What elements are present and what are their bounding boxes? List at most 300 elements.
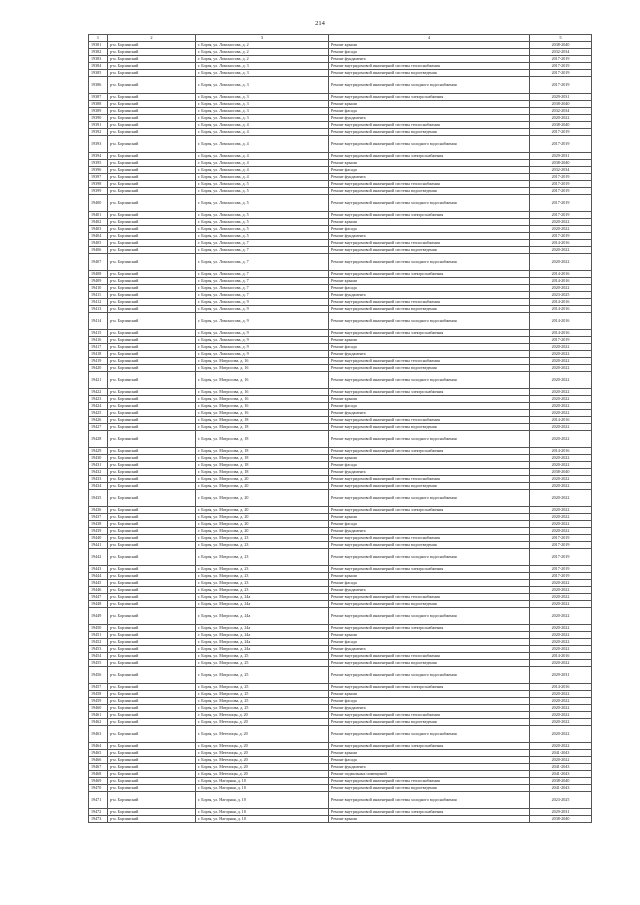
row-number: 19402 xyxy=(89,219,108,226)
district-cell: р-н. Борзинский xyxy=(108,448,196,455)
row-number: 19410 xyxy=(89,285,108,292)
table-row xyxy=(89,507,592,514)
district-cell: р-н. Борзинский xyxy=(108,514,196,521)
address-cell: г. Борзя, ул. Ломоносова, д. 7 xyxy=(196,240,329,247)
address-cell: г. Борзя, ул. Ломоносова, д. 9 xyxy=(196,344,329,351)
page-number: 214 xyxy=(315,20,325,27)
period-cell: 2032-2034 xyxy=(530,49,592,56)
row-number: 19406 xyxy=(89,247,108,254)
table-row xyxy=(89,389,592,396)
table-row xyxy=(89,521,592,528)
column-header-number: 1 xyxy=(89,35,108,42)
district-cell: р-н. Борзинский xyxy=(108,122,196,129)
address-cell: г. Борзя, ул. Нагорная, д. 10 xyxy=(196,792,329,809)
period-cell: 2020-2022 xyxy=(530,514,592,521)
table-row xyxy=(89,448,592,455)
address-cell: г. Борзя, ул. Матросова, д. 20 xyxy=(196,528,329,535)
row-number: 19447 xyxy=(89,594,108,601)
district-cell: р-н. Борзинский xyxy=(108,306,196,313)
table-row xyxy=(89,483,592,490)
period-cell: 2041-2043 xyxy=(530,750,592,757)
table-row xyxy=(89,705,592,712)
address-cell: г. Борзя, ул. Матросова, д. 23 xyxy=(196,566,329,573)
row-number: 19428 xyxy=(89,431,108,448)
work-type-cell: Ремонт внутридомовой инженерной системы холодного водоснабжения xyxy=(329,77,530,94)
period-cell: 2020-2022 xyxy=(530,601,592,608)
row-number: 19433 xyxy=(89,476,108,483)
table-row xyxy=(89,566,592,573)
period-cell: 2020-2022 xyxy=(530,455,592,462)
row-number: 19435 xyxy=(89,490,108,507)
work-type-cell: Ремонт внутридомовой инженерной системы теплоснабжения xyxy=(329,63,530,70)
work-type-cell: Ремонт внутридомовой инженерной системы водоотведения xyxy=(329,129,530,136)
period-cell: 2017-2019 xyxy=(530,181,592,188)
address-cell: г. Борзя, ул. Ломоносова, д. 7 xyxy=(196,285,329,292)
period-cell: 2017-2019 xyxy=(530,63,592,70)
district-cell: р-н. Борзинский xyxy=(108,639,196,646)
address-cell: г. Борзя, ул. Матросова, д. 20 xyxy=(196,476,329,483)
period-cell: 2020-2022 xyxy=(530,410,592,417)
address-cell: г. Борзя, ул. Метелицы, д. 20 xyxy=(196,757,329,764)
work-type-cell: Ремонт внутридомовой инженерной системы холодного водоснабжения xyxy=(329,372,530,389)
district-cell: р-н. Борзинский xyxy=(108,625,196,632)
period-cell: 2020-2022 xyxy=(530,528,592,535)
district-cell: р-н. Борзинский xyxy=(108,254,196,271)
address-cell: г. Борзя, ул. Ломоносова, д. 3 xyxy=(196,115,329,122)
work-type-cell: Ремонт крыши xyxy=(329,816,530,823)
table-row xyxy=(89,181,592,188)
address-cell: г. Борзя, ул. Матросова, д. 18 xyxy=(196,455,329,462)
period-cell: 2020-2022 xyxy=(530,115,592,122)
row-number: 19389 xyxy=(89,108,108,115)
row-number: 19422 xyxy=(89,389,108,396)
table-row xyxy=(89,785,592,792)
work-type-cell: Ремонт внутридомовой инженерной системы электроснабжения xyxy=(329,389,530,396)
row-number: 19412 xyxy=(89,299,108,306)
work-type-cell: Ремонт внутридомовой инженерной системы теплоснабжения xyxy=(329,122,530,129)
district-cell: р-н. Борзинский xyxy=(108,507,196,514)
period-cell: 2017-2019 xyxy=(530,542,592,549)
row-number: 19472 xyxy=(89,809,108,816)
table-row xyxy=(89,587,592,594)
table-row xyxy=(89,535,592,542)
row-number: 19461 xyxy=(89,712,108,719)
period-cell: 2020-2022 xyxy=(530,431,592,448)
work-type-cell: Ремонт крыши xyxy=(329,632,530,639)
address-cell: г. Борзя, ул. Ломоносова, д. 3 xyxy=(196,63,329,70)
row-number: 19467 xyxy=(89,764,108,771)
period-cell: 2014-2016 xyxy=(530,448,592,455)
table-row xyxy=(89,292,592,299)
address-cell: г. Борзя, ул. Нагорная, д. 10 xyxy=(196,785,329,792)
period-cell: 2017-2019 xyxy=(530,56,592,63)
work-type-cell: Ремонт фундамента xyxy=(329,233,530,240)
row-number: 19385 xyxy=(89,70,108,77)
row-number: 19393 xyxy=(89,136,108,153)
address-cell: г. Борзя, ул. Матросова, д. 24а xyxy=(196,646,329,653)
district-cell: р-н. Борзинский xyxy=(108,535,196,542)
work-type-cell: Ремонт внутридомовой инженерной системы теплоснабжения xyxy=(329,712,530,719)
table-row xyxy=(89,476,592,483)
period-cell: 2014-2016 xyxy=(530,240,592,247)
address-cell: г. Борзя, ул. Матросова, д. 24а xyxy=(196,601,329,608)
district-cell: р-н. Борзинский xyxy=(108,483,196,490)
period-cell: 2020-2022 xyxy=(530,712,592,719)
capital-repair-register-table xyxy=(88,34,592,823)
work-type-cell: Ремонт внутридомовой инженерной системы холодного водоснабжения xyxy=(329,608,530,625)
district-cell: р-н. Борзинский xyxy=(108,549,196,566)
table-row xyxy=(89,306,592,313)
period-cell: 2017-2019 xyxy=(530,566,592,573)
work-type-cell: Ремонт внутридомовой инженерной системы теплоснабжения xyxy=(329,181,530,188)
row-number: 19441 xyxy=(89,542,108,549)
district-cell: р-н. Борзинский xyxy=(108,417,196,424)
work-type-cell: Ремонт фундамента xyxy=(329,351,530,358)
period-cell: 2020-2022 xyxy=(530,660,592,667)
table-row xyxy=(89,601,592,608)
address-cell: г. Борзя, ул. Ломоносова, д. 4 xyxy=(196,129,329,136)
work-type-cell: Ремонт внутридомовой инженерной системы холодного водоснабжения xyxy=(329,136,530,153)
district-cell: р-н. Борзинский xyxy=(108,476,196,483)
row-number: 19458 xyxy=(89,691,108,698)
work-type-cell: Ремонт фундамента xyxy=(329,410,530,417)
work-type-cell: Ремонт крыши xyxy=(329,160,530,167)
work-type-cell: Ремонт внутридомовой инженерной системы электроснабжения xyxy=(329,271,530,278)
table-row xyxy=(89,77,592,94)
period-cell: 2020-2022 xyxy=(530,594,592,601)
table-row xyxy=(89,56,592,63)
address-cell: г. Борзя, ул. Метелицы, д. 20 xyxy=(196,726,329,743)
work-type-cell: Ремонт крыши xyxy=(329,691,530,698)
district-cell: р-н. Борзинский xyxy=(108,778,196,785)
address-cell: г. Борзя, ул. Матросова, д. 23 xyxy=(196,535,329,542)
address-cell: г. Борзя, ул. Метелицы, д. 20 xyxy=(196,771,329,778)
district-cell: р-н. Борзинский xyxy=(108,698,196,705)
work-type-cell: Ремонт фундамента xyxy=(329,587,530,594)
address-cell: г. Борзя, ул. Нагорная, д. 10 xyxy=(196,816,329,823)
period-cell: 2020-2022 xyxy=(530,351,592,358)
work-type-cell: Ремонт внутридомовой инженерной системы водоотведения xyxy=(329,188,530,195)
district-cell: р-н. Борзинский xyxy=(108,691,196,698)
column-header-address: 3 xyxy=(196,35,329,42)
row-number: 19464 xyxy=(89,743,108,750)
row-number: 19471 xyxy=(89,792,108,809)
work-type-cell: Ремонт фундамента xyxy=(329,469,530,476)
work-type-cell: Ремонт крыши xyxy=(329,514,530,521)
period-cell: 2020-2022 xyxy=(530,403,592,410)
address-cell: г. Борзя, ул. Ломоносова, д. 2 xyxy=(196,49,329,56)
district-cell: р-н. Борзинский xyxy=(108,115,196,122)
district-cell: р-н. Борзинский xyxy=(108,278,196,285)
district-cell: р-н. Борзинский xyxy=(108,566,196,573)
address-cell: г. Борзя, ул. Ломоносова, д. 3 xyxy=(196,108,329,115)
row-number: 19387 xyxy=(89,94,108,101)
district-cell: р-н. Борзинский xyxy=(108,771,196,778)
address-cell: г. Борзя, ул. Метелицы, д. 20 xyxy=(196,719,329,726)
period-cell: 2017-2019 xyxy=(530,77,592,94)
work-type-cell: Ремонт фасада xyxy=(329,49,530,56)
address-cell: г. Борзя, ул. Ломоносова, д. 3 xyxy=(196,94,329,101)
row-number: 19414 xyxy=(89,313,108,330)
address-cell: г. Борзя, ул. Ломоносова, д. 3 xyxy=(196,70,329,77)
address-cell: г. Борзя, ул. Ломоносова, д. 4 xyxy=(196,122,329,129)
period-cell: 2014-2016 xyxy=(530,278,592,285)
table-row xyxy=(89,49,592,56)
table-row xyxy=(89,94,592,101)
district-cell: р-н. Борзинский xyxy=(108,42,196,49)
work-type-cell: Ремонт фундамента xyxy=(329,646,530,653)
district-cell: р-н. Борзинский xyxy=(108,167,196,174)
row-number: 19417 xyxy=(89,344,108,351)
period-cell: 2020-2022 xyxy=(530,490,592,507)
table-row xyxy=(89,684,592,691)
row-number: 19430 xyxy=(89,455,108,462)
table-row xyxy=(89,219,592,226)
row-number: 19468 xyxy=(89,771,108,778)
work-type-cell: Ремонт внутридомовой инженерной системы холодного водоснабжения xyxy=(329,313,530,330)
address-cell: г. Борзя, ул. Матросова, д. 23 xyxy=(196,587,329,594)
table-row xyxy=(89,247,592,254)
address-cell: г. Борзя, ул. Матросова, д. 20 xyxy=(196,514,329,521)
address-cell: г. Борзя, ул. Матросова, д. 18 xyxy=(196,417,329,424)
table-row xyxy=(89,594,592,601)
period-cell: 2020-2022 xyxy=(530,372,592,389)
table-row xyxy=(89,431,592,448)
district-cell: р-н. Борзинский xyxy=(108,344,196,351)
address-cell: г. Борзя, ул. Ломоносова, д. 9 xyxy=(196,313,329,330)
row-number: 19460 xyxy=(89,705,108,712)
address-cell: г. Борзя, ул. Ломоносова, д. 4 xyxy=(196,153,329,160)
table-row xyxy=(89,372,592,389)
table-row xyxy=(89,365,592,372)
table-row xyxy=(89,313,592,330)
period-cell: 2017-2019 xyxy=(530,337,592,344)
district-cell: р-н. Борзинский xyxy=(108,587,196,594)
address-cell: г. Борзя, ул. Ломоносова, д. 5 xyxy=(196,226,329,233)
row-number: 19424 xyxy=(89,403,108,410)
address-cell: г. Борзя, ул. Ломоносова, д. 7 xyxy=(196,247,329,254)
work-type-cell: Ремонт фасада xyxy=(329,639,530,646)
period-cell: 2020-2022 xyxy=(530,691,592,698)
period-cell: 2020-2022 xyxy=(530,344,592,351)
table-row xyxy=(89,816,592,823)
period-cell: 2032-2034 xyxy=(530,108,592,115)
address-cell: г. Борзя, ул. Ломоносова, д. 4 xyxy=(196,167,329,174)
period-cell: 2020-2022 xyxy=(530,507,592,514)
work-type-cell: Ремонт внутридомовой инженерной системы водоотведения xyxy=(329,424,530,431)
period-cell: 2041-2043 xyxy=(530,785,592,792)
work-type-cell: Ремонт крыши xyxy=(329,455,530,462)
row-number: 19431 xyxy=(89,462,108,469)
period-cell: 2032-2034 xyxy=(530,167,592,174)
table-row xyxy=(89,136,592,153)
district-cell: р-н. Борзинский xyxy=(108,490,196,507)
table-row xyxy=(89,691,592,698)
address-cell: г. Борзя, ул. Матросова, д. 25 xyxy=(196,705,329,712)
district-cell: р-н. Борзинский xyxy=(108,403,196,410)
work-type-cell: Ремонт внутридомовой инженерной системы водоотведения xyxy=(329,365,530,372)
district-cell: р-н. Борзинский xyxy=(108,594,196,601)
period-cell: 2014-2016 xyxy=(530,684,592,691)
district-cell: р-н. Борзинский xyxy=(108,358,196,365)
address-cell: г. Борзя, ул. Матросова, д. 18 xyxy=(196,469,329,476)
work-type-cell: Ремонт внутридомовой инженерной системы теплоснабжения xyxy=(329,778,530,785)
row-number: 19434 xyxy=(89,483,108,490)
table-row xyxy=(89,778,592,785)
work-type-cell: Ремонт внутридомовой инженерной системы электроснабжения xyxy=(329,212,530,219)
table-row xyxy=(89,469,592,476)
row-number: 19398 xyxy=(89,181,108,188)
period-cell: 2020-2022 xyxy=(530,726,592,743)
address-cell: г. Борзя, ул. Ломоносова, д. 4 xyxy=(196,174,329,181)
table-row xyxy=(89,712,592,719)
work-type-cell: Ремонт внутридомовой инженерной системы электроснабжения xyxy=(329,153,530,160)
period-cell: 2020-2022 xyxy=(530,646,592,653)
period-cell: 2023-2025 xyxy=(530,292,592,299)
table-row xyxy=(89,580,592,587)
district-cell: р-н. Борзинский xyxy=(108,712,196,719)
period-cell: 2029-2031 xyxy=(530,153,592,160)
address-cell: г. Борзя, ул. Ломоносова, д. 7 xyxy=(196,271,329,278)
row-number: 19403 xyxy=(89,226,108,233)
district-cell: р-н. Борзинский xyxy=(108,337,196,344)
work-type-cell: Ремонт фундамента xyxy=(329,764,530,771)
district-cell: р-н. Борзинский xyxy=(108,528,196,535)
address-cell: г. Борзя, ул. Матросова, д. 18 xyxy=(196,462,329,469)
table-row xyxy=(89,195,592,212)
work-type-cell: Ремонт внутридомовой инженерной системы электроснабжения xyxy=(329,330,530,337)
period-cell: 2020-2022 xyxy=(530,396,592,403)
district-cell: р-н. Борзинский xyxy=(108,136,196,153)
row-number: 19423 xyxy=(89,396,108,403)
period-cell: 2020-2022 xyxy=(530,483,592,490)
work-type-cell: Ремонт внутридомовой инженерной системы водоотведения xyxy=(329,785,530,792)
period-cell: 2020-2022 xyxy=(530,580,592,587)
district-cell: р-н. Борзинский xyxy=(108,809,196,816)
district-cell: р-н. Борзинский xyxy=(108,396,196,403)
period-cell: 2020-2022 xyxy=(530,219,592,226)
district-cell: р-н. Борзинский xyxy=(108,271,196,278)
row-number: 19440 xyxy=(89,535,108,542)
work-type-cell: Ремонт внутридомовой инженерной системы теплоснабжения xyxy=(329,476,530,483)
table-row xyxy=(89,771,592,778)
row-number: 19386 xyxy=(89,77,108,94)
table-row xyxy=(89,337,592,344)
address-cell: г. Борзя, ул. Ломоносова, д. 5 xyxy=(196,219,329,226)
work-type-cell: Ремонт фасада xyxy=(329,521,530,528)
district-cell: р-н. Борзинский xyxy=(108,667,196,684)
work-type-cell: Ремонт крыши xyxy=(329,101,530,108)
period-cell: 2017-2019 xyxy=(530,233,592,240)
address-cell: г. Борзя, ул. Матросова, д. 18 xyxy=(196,424,329,431)
period-cell: 2017-2019 xyxy=(530,212,592,219)
address-cell: г. Борзя, ул. Матросова, д. 25 xyxy=(196,684,329,691)
table-row xyxy=(89,455,592,462)
district-cell: р-н. Борзинский xyxy=(108,469,196,476)
district-cell: р-н. Борзинский xyxy=(108,129,196,136)
work-type-cell: Ремонт фундамента xyxy=(329,174,530,181)
table-row xyxy=(89,278,592,285)
table-row xyxy=(89,129,592,136)
work-type-cell: Ремонт внутридомовой инженерной системы теплоснабжения xyxy=(329,240,530,247)
address-cell: г. Борзя, ул. Ломоносова, д. 7 xyxy=(196,254,329,271)
work-type-cell: Ремонт внутридомовой инженерной системы холодного водоснабжения xyxy=(329,490,530,507)
row-number: 19420 xyxy=(89,365,108,372)
work-type-cell: Ремонт внутридомовой инженерной системы водоотведения xyxy=(329,660,530,667)
row-number: 19411 xyxy=(89,292,108,299)
table-row xyxy=(89,698,592,705)
work-type-cell: Ремонт крыши xyxy=(329,278,530,285)
column-header-period: 5 xyxy=(530,35,592,42)
row-number: 19459 xyxy=(89,698,108,705)
work-type-cell: Ремонт внутридомовой инженерной системы теплоснабжения xyxy=(329,358,530,365)
table-row xyxy=(89,160,592,167)
work-type-cell: Ремонт внутридомовой инженерной системы теплоснабжения xyxy=(329,299,530,306)
table-row xyxy=(89,646,592,653)
work-type-cell: Ремонт внутридомовой инженерной системы холодного водоснабжения xyxy=(329,431,530,448)
period-cell: 2020-2022 xyxy=(530,254,592,271)
table-row xyxy=(89,667,592,684)
district-cell: р-н. Борзинский xyxy=(108,573,196,580)
work-type-cell: Ремонт внутридомовой инженерной системы водоотведения xyxy=(329,306,530,313)
row-number: 19381 xyxy=(89,42,108,49)
table-row xyxy=(89,226,592,233)
address-cell: г. Борзя, ул. Матросова, д. 24а xyxy=(196,625,329,632)
work-type-cell: Ремонт внутридомовой инженерной системы холодного водоснабжения xyxy=(329,549,530,566)
period-cell: 2029-2031 xyxy=(530,94,592,101)
row-number: 19396 xyxy=(89,167,108,174)
address-cell: г. Борзя, ул. Метелицы, д. 20 xyxy=(196,750,329,757)
work-type-cell: Ремонт фасада xyxy=(329,757,530,764)
address-cell: г. Борзя, ул. Метелицы, д. 20 xyxy=(196,712,329,719)
work-type-cell: Ремонт внутридомовой инженерной системы холодного водоснабжения xyxy=(329,792,530,809)
district-cell: р-н. Борзинский xyxy=(108,660,196,667)
district-cell: р-н. Борзинский xyxy=(108,108,196,115)
table-row xyxy=(89,344,592,351)
period-cell: 2020-2022 xyxy=(530,639,592,646)
table-row xyxy=(89,285,592,292)
period-cell: 2020-2022 xyxy=(530,608,592,625)
row-number: 19418 xyxy=(89,351,108,358)
address-cell: г. Борзя, ул. Матросова, д. 16 xyxy=(196,396,329,403)
period-cell: 2017-2019 xyxy=(530,188,592,195)
district-cell: р-н. Борзинский xyxy=(108,580,196,587)
address-cell: г. Борзя, ул. Матросова, д. 16 xyxy=(196,389,329,396)
table-body xyxy=(89,35,592,823)
period-cell: 2014-2016 xyxy=(530,417,592,424)
work-type-cell: Ремонт внутридомовой инженерной системы электроснабжения xyxy=(329,743,530,750)
address-cell: г. Борзя, ул. Матросова, д. 20 xyxy=(196,490,329,507)
table-row xyxy=(89,122,592,129)
work-type-cell: Ремонт внутридомовой инженерной системы электроснабжения xyxy=(329,448,530,455)
address-cell: г. Борзя, ул. Матросова, д. 16 xyxy=(196,358,329,365)
period-cell: 2020-2022 xyxy=(530,285,592,292)
row-number: 19455 xyxy=(89,660,108,667)
period-cell: 2038-2040 xyxy=(530,160,592,167)
period-cell: 2020-2022 xyxy=(530,757,592,764)
address-cell: г. Борзя, ул. Ломоносова, д. 9 xyxy=(196,299,329,306)
table-row xyxy=(89,726,592,743)
work-type-cell: Ремонт фасада xyxy=(329,403,530,410)
period-cell: 2020-2022 xyxy=(530,698,592,705)
address-cell: г. Борзя, ул. Ломоносова, д. 5 xyxy=(196,181,329,188)
row-number: 19425 xyxy=(89,410,108,417)
address-cell: г. Борзя, ул. Матросова, д. 18 xyxy=(196,431,329,448)
period-cell: 2020-2022 xyxy=(530,476,592,483)
address-cell: г. Борзя, ул. Матросова, д. 24а xyxy=(196,632,329,639)
period-cell: 2020-2022 xyxy=(530,587,592,594)
row-number: 19462 xyxy=(89,719,108,726)
